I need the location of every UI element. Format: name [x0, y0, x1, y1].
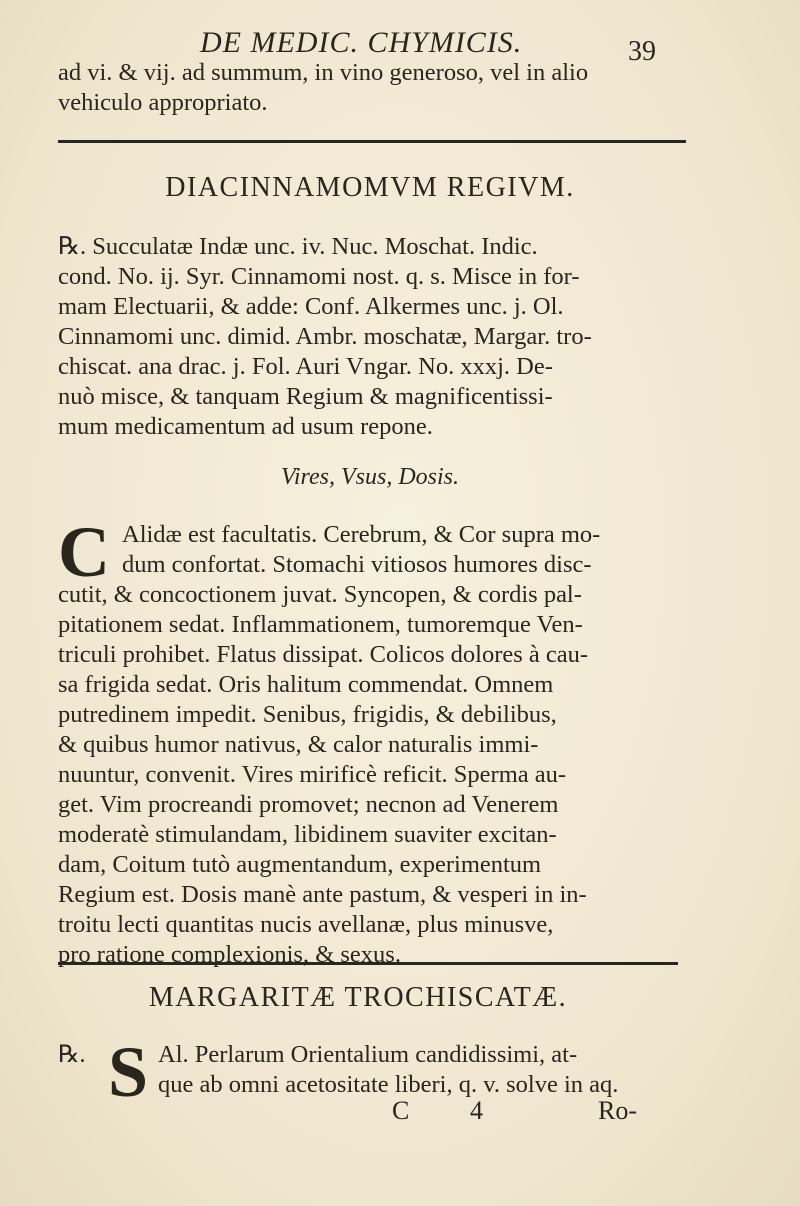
section-heading: MARGARITÆ TROCHISCATÆ.	[148, 982, 568, 1013]
body-line: dum confortat. Stomachi vitiosos humores disc-	[122, 551, 592, 578]
body-line: get. Vim procreandi promovet; necnon ad Venerem	[58, 791, 559, 818]
body-line: dam, Coitum tutò augmentandum, experimentum	[58, 851, 542, 878]
page-footer	[0, 1096, 800, 1130]
running-head	[0, 26, 800, 67]
recipe-line: ℞. Succulatæ Indæ unc. iv. Nuc. Moschat. Indic.	[58, 233, 538, 260]
drop-capital: S	[108, 1032, 149, 1112]
recipe-line: chiscat. ana drac. j. Fol. Auri Vngar. No. xxxj. De-	[58, 353, 553, 380]
body-line: que ab omni acetositate liberi, q. v. solve in aq.	[158, 1071, 619, 1098]
body-line: sa frigida sedat. Oris halitum commendat. Omnem	[58, 671, 554, 698]
section-divider	[58, 962, 678, 965]
body-line: triculi prohibet. Flatus dissipat. Colicos dolores à cau-	[58, 641, 589, 668]
body-line: putredinem impedit. Senibus, frigidis, & debilibus,	[58, 701, 557, 728]
subheading: Vires, Vsus, Dosis.	[280, 464, 459, 490]
section-heading: DIACINNAMOMVM REGIVM.	[165, 172, 575, 203]
recipe-line: mam Electuarii, & adde: Conf. Alkermes unc. j. Ol.	[58, 293, 564, 320]
section-divider	[58, 140, 686, 143]
body-line: pitationem sedat. Inflammationem, tumoremque Ven-	[58, 611, 583, 638]
recipe-line: nuò misce, & tanquam Regium & magnificentissi-	[58, 383, 553, 410]
body-line: moderatè stimulandam, libidinem suaviter excitan-	[58, 821, 557, 848]
drop-capital: C	[58, 512, 110, 592]
recipe-line: mum medicamentum ad usum repone.	[58, 413, 433, 440]
text-line: vehiculo appropriato.	[58, 89, 268, 116]
catchword: Ro-	[598, 1096, 637, 1125]
text-line: ad vi. & vij. ad summum, in vino generoso, vel in alio	[58, 59, 589, 86]
body-line: nuuntur, convenit. Vires mirificè reficit. Sperma au-	[58, 761, 567, 788]
page-number: 39	[628, 36, 656, 67]
body-line: troitu lecti quantitas nucis avellanæ, plus minusve,	[58, 911, 554, 938]
body-line: Al. Perlarum Orientalium candidissimi, at-	[158, 1041, 578, 1068]
recipe-line: cond. No. ij. Syr. Cinnamomi nost. q. s. Misce in for-	[58, 263, 580, 290]
recipe-mark: ℞.	[58, 1042, 86, 1068]
body-line: Regium est. Dosis manè ante pastum, & vesperi in in-	[58, 881, 587, 908]
recipe-line: Cinnamomi unc. dimid. Ambr. moschatæ, Margar. tro-	[58, 323, 592, 350]
body-line: Alidæ est facultatis. Cerebrum, & Cor supra mo-	[122, 521, 601, 548]
signature-number: 4	[470, 1096, 483, 1125]
signature-mark: C	[392, 1096, 410, 1125]
body-line: cutit, & concoctionem juvat. Syncopen, & cordis pal-	[58, 581, 582, 608]
running-head-title: DE MEDIC. CHYMICIS.	[200, 26, 523, 59]
body-line: pro ratione complexionis, & sexus.	[58, 941, 401, 968]
body-line: & quibus humor nativus, & calor naturalis immi-	[58, 731, 539, 758]
